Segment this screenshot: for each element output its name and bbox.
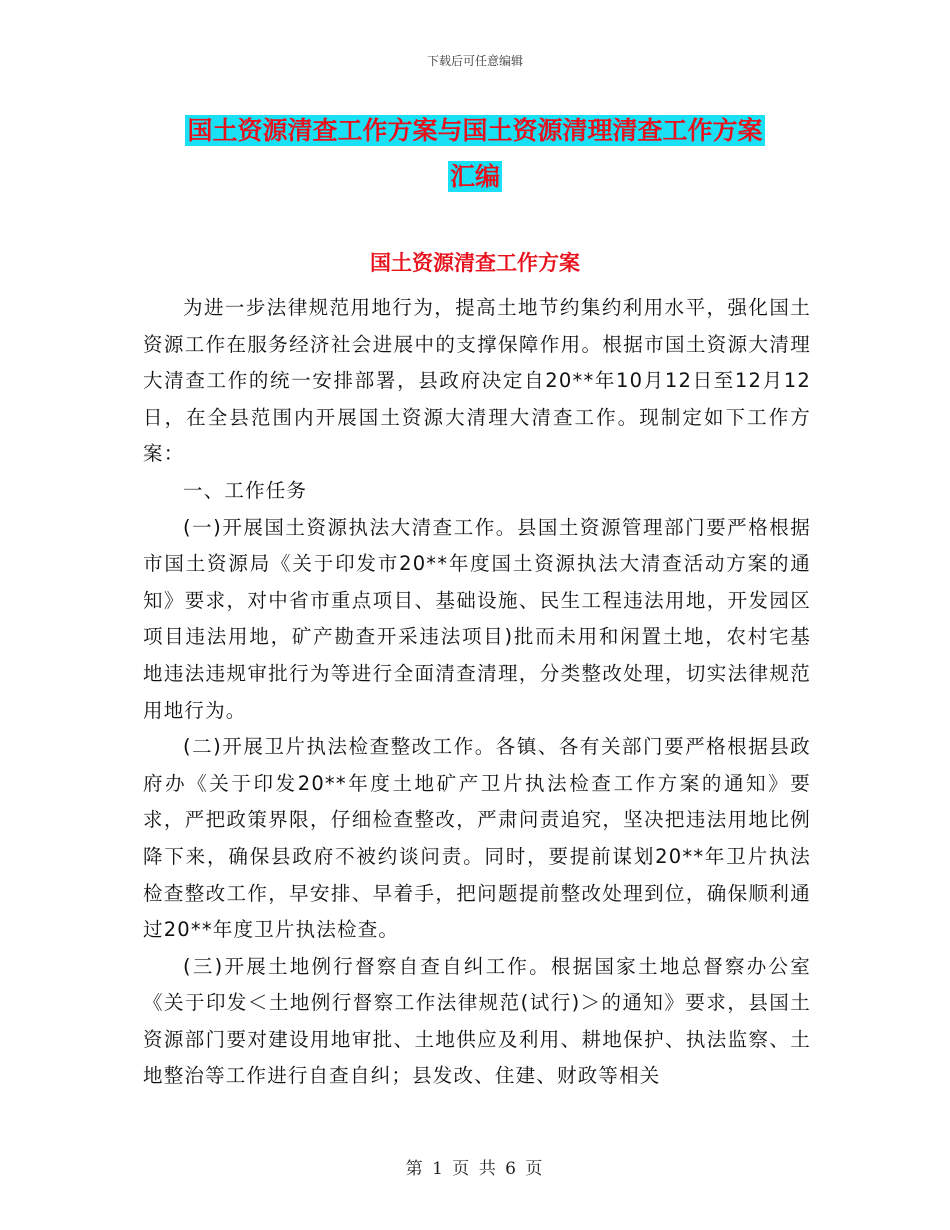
paragraph-task-2: (二)开展卫片执法检查整改工作。各镇、各有关部门要严格根据县政府办《关于印发20**年度土地矿产卫片执法检查工作方案的通知》要求，严把政策界限，仔细检查整改，严肃问责追究，坚决把违法用地比例降下来，确保县政府不被约谈问责。同时，要提前谋划20**年卫片执法检查整改工作，早安排、早着手，把问题提前整改处理到位，确保顺利通过20**年度卫片执法检查。 (143, 735, 811, 942)
page-header-note: 下载后可任意编辑 (426, 54, 523, 68)
paragraph-task-3: (三)开展土地例行督察自查自纠工作。根据国家土地总督察办公室《关于印发＜土地例行督察工作法律规范(试行)＞的通知》要求，县国土资源部门要对建设用地审批、土地供应及利用、耕地保护、执法监察、土地整治等工作进行自查自纠；县发改、住建、财政等相关 (143, 954, 811, 1088)
paragraph-task-1: (一)开展国土资源执法大清查工作。县国土资源管理部门要严格根据市国土资源局《关于印发市20**年度国土资源执法大清查活动方案的通知》要求，对中省市重点项目、基础设施、民生工程违法用地，开发园区项目违法用地，矿产勘查开采违法项目)批而未用和闲置土地，农村宅基地违法违规审批行为等进行全面清查清理，分类整改处理，切实法律规范用地行为。 (143, 515, 811, 722)
paragraph-intro: 为进一步法律规范用地行为，提高土地节约集约利用水平，强化国土资源工作在服务经济社会进展中的支撑保障作用。根据市国土资源大清理大清查工作的统一安排部署，县政府决定自20**年10月12日至12月12日，在全县范围内开展国土资源大清理大清查工作。现制定如下工作方案： (143, 296, 811, 466)
document-title (140, 108, 810, 200)
document-title-line1: 国土资源清查工作方案与国土资源清理清查工作方案 (187, 116, 763, 145)
page-number: 第 1 页 共 6 页 (405, 1159, 545, 1179)
body-text (143, 290, 811, 1095)
paragraph-heading-tasks: 一、工作任务 (183, 478, 308, 502)
document-title-line2: 汇编 (449, 162, 500, 191)
section-title: 国土资源清查工作方案 (370, 251, 580, 275)
